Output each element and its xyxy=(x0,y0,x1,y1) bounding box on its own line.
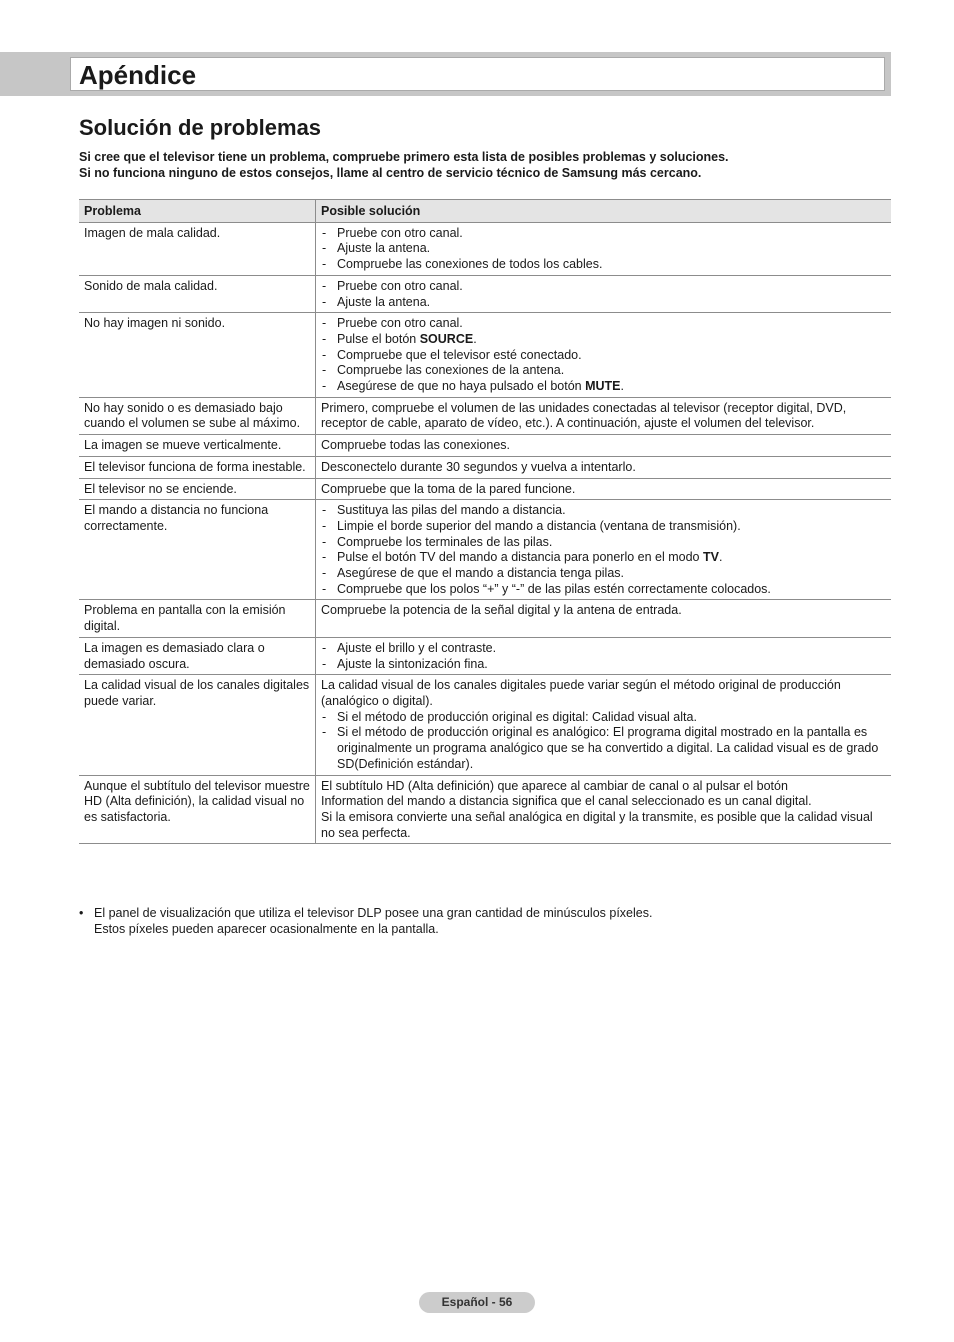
solution-item: - Compruebe las conexiones de la antena. xyxy=(321,363,886,379)
solution-item: - Asegúrese de que el mando a distancia tenga pilas. xyxy=(321,566,886,582)
problem-cell: Aunque el subtítulo del televisor muestre HD (Alta definición), la calidad visual no es satisfactoria. xyxy=(79,775,316,844)
solution-item: - Compruebe que el televisor esté conectado. xyxy=(321,348,886,364)
solution-text: Compruebe la potencia de la señal digital y la antena de entrada. xyxy=(321,603,682,618)
solution-item: - Pruebe con otro canal. xyxy=(321,316,886,332)
solution-item: - Ajuste la sintonización fina. xyxy=(321,657,886,673)
solution-item: - Si el método de producción original es digital: Calidad visual alta. xyxy=(321,710,886,726)
problem-cell: La calidad visual de los canales digitales puede variar. xyxy=(79,675,316,775)
solution-cell xyxy=(316,222,892,275)
solution-cell xyxy=(316,275,892,312)
troubleshooting-table xyxy=(79,199,891,844)
solution-item: - Compruebe las conexiones de todos los cables. xyxy=(321,257,886,273)
intro-line-2: Si no funciona ninguno de estos consejos, llame al centro de servicio técnico de Samsung más cercano. xyxy=(79,166,702,180)
problem-cell: El televisor no se enciende. xyxy=(79,478,316,500)
page-number-badge: Español - 56 xyxy=(419,1292,535,1313)
table-row xyxy=(79,275,891,312)
problem-cell: La imagen es demasiado clara o demasiado oscura. xyxy=(79,637,316,674)
problem-cell: El televisor funciona de forma inestable. xyxy=(79,456,316,478)
solution-item: - Ajuste la antena. xyxy=(321,295,886,311)
solution-cell xyxy=(316,397,892,434)
solution-line: Si la emisora convierte una señal analógica en digital y la transmite, es posible que la calidad visual no sea perfecta. xyxy=(321,809,873,840)
intro-text xyxy=(79,149,879,181)
button-name: TV xyxy=(702,550,719,565)
solution-text: Desconectelo durante 30 segundos y vuelva a intentarlo. xyxy=(321,459,636,474)
header-title-box xyxy=(70,57,885,91)
table-body xyxy=(79,222,891,844)
table-row xyxy=(79,435,891,457)
solution-cell xyxy=(316,600,892,637)
problem-cell: Problema en pantalla con la emisión digital. xyxy=(79,600,316,637)
solution-list xyxy=(321,226,886,273)
solution-item: - Si el método de producción original es analógico: El programa digital mostrado en la pantalla es originalmente un programa analógico que se ha convertido a digital. La calidad visual es de grado SD(Definición estándar). xyxy=(321,725,886,772)
table-row xyxy=(79,313,891,398)
solution-text: Primero, compruebe el volumen de las unidades conectadas al televisor (receptor digital, DVD, receptor de cable, aparato de vídeo, etc.). A continuación, ajuste el volumen del televisor. xyxy=(321,400,847,431)
solution-list xyxy=(321,503,886,597)
column-header-solution: Posible solución xyxy=(316,200,892,223)
bullet-icon: • xyxy=(79,906,84,920)
footnote xyxy=(79,905,879,937)
solution-cell xyxy=(316,775,892,844)
solution-text: Compruebe que la toma de la pared funcione. xyxy=(321,481,576,496)
table-row xyxy=(79,478,891,500)
column-header-problem: Problema xyxy=(79,200,316,223)
solution-cell xyxy=(316,675,892,775)
problem-cell: No hay sonido o es demasiado bajo cuando el volumen se sube al máximo. xyxy=(79,397,316,434)
solution-item xyxy=(321,550,886,566)
solution-cell xyxy=(316,435,892,457)
button-name: MUTE xyxy=(585,379,621,394)
solution-list xyxy=(321,316,886,395)
solution-item-text: Pulse el botón xyxy=(337,331,420,346)
solution-text: La calidad visual de los canales digitales puede variar según el método original de producción (analógico o digital). xyxy=(321,678,841,708)
solution-cell xyxy=(316,500,892,600)
solution-list xyxy=(321,279,886,310)
solution-item-text: Asegúrese de que no haya pulsado el botón xyxy=(337,379,586,394)
solution-item: - Compruebe que los polos “+” y “-” de las pilas estén correctamente colocados. xyxy=(321,582,886,598)
solution-item: - Limpie el borde superior del mando a distancia (ventana de transmisión). xyxy=(321,519,886,535)
table-row xyxy=(79,222,891,275)
footnote-line-2: Estos píxeles pueden aparecer ocasionalmente en la pantalla. xyxy=(94,922,439,936)
solution-cell xyxy=(316,313,892,398)
solution-item: - Pruebe con otro canal. xyxy=(321,226,886,242)
table-header-row xyxy=(79,200,891,223)
page-title: Apéndice xyxy=(79,60,197,90)
table-row xyxy=(79,456,891,478)
problem-cell: El mando a distancia no funciona correctamente. xyxy=(79,500,316,600)
section-title: Solución de problemas xyxy=(79,115,322,140)
solution-item: - Pruebe con otro canal. xyxy=(321,279,886,295)
table-row xyxy=(79,775,891,844)
footnote-line-1: El panel de visualización que utiliza el televisor DLP posee una gran cantidad de minúsculos píxeles. xyxy=(94,906,653,920)
solution-item-suffix: . xyxy=(473,331,477,346)
problem-cell: La imagen se mueve verticalmente. xyxy=(79,435,316,457)
solution-item-suffix: . xyxy=(718,550,723,565)
problem-cell: No hay imagen ni sonido. xyxy=(79,313,316,398)
problem-cell: Sonido de mala calidad. xyxy=(79,275,316,312)
table-row xyxy=(79,397,891,434)
solution-line: El subtítulo HD (Alta definición) que aparece al cambiar de canal o al pulsar el botón xyxy=(321,778,788,793)
button-name: SOURCE xyxy=(419,331,474,346)
solution-list xyxy=(321,710,886,773)
table-row xyxy=(79,500,891,600)
intro-line-1: Si cree que el televisor tiene un problema, compruebe primero esta lista de posibles problemas y soluciones. xyxy=(79,150,729,164)
table-row xyxy=(79,637,891,674)
solution-text: Compruebe todas las conexiones. xyxy=(321,438,511,453)
solution-item xyxy=(321,332,886,348)
solution-cell xyxy=(316,456,892,478)
solution-item: - Ajuste el brillo y el contraste. xyxy=(321,641,886,657)
solution-item: - Compruebe los terminales de las pilas. xyxy=(321,535,886,551)
solution-item: - Ajuste la antena. xyxy=(321,241,886,257)
solution-item: - Sustituya las pilas del mando a distancia. xyxy=(321,503,886,519)
solution-item-suffix: . xyxy=(620,379,625,394)
solution-item xyxy=(321,379,886,395)
solution-list xyxy=(321,641,886,672)
solution-line: Information del mando a distancia significa que el canal seleccionado es un canal digital. xyxy=(321,794,812,809)
problem-cell: Imagen de mala calidad. xyxy=(79,222,316,275)
table-row xyxy=(79,600,891,637)
solution-item-text: Pulse el botón TV del mando a distancia para ponerlo en el modo xyxy=(337,550,703,565)
table-row xyxy=(79,675,891,775)
solution-cell xyxy=(316,637,892,674)
solution-cell xyxy=(316,478,892,500)
